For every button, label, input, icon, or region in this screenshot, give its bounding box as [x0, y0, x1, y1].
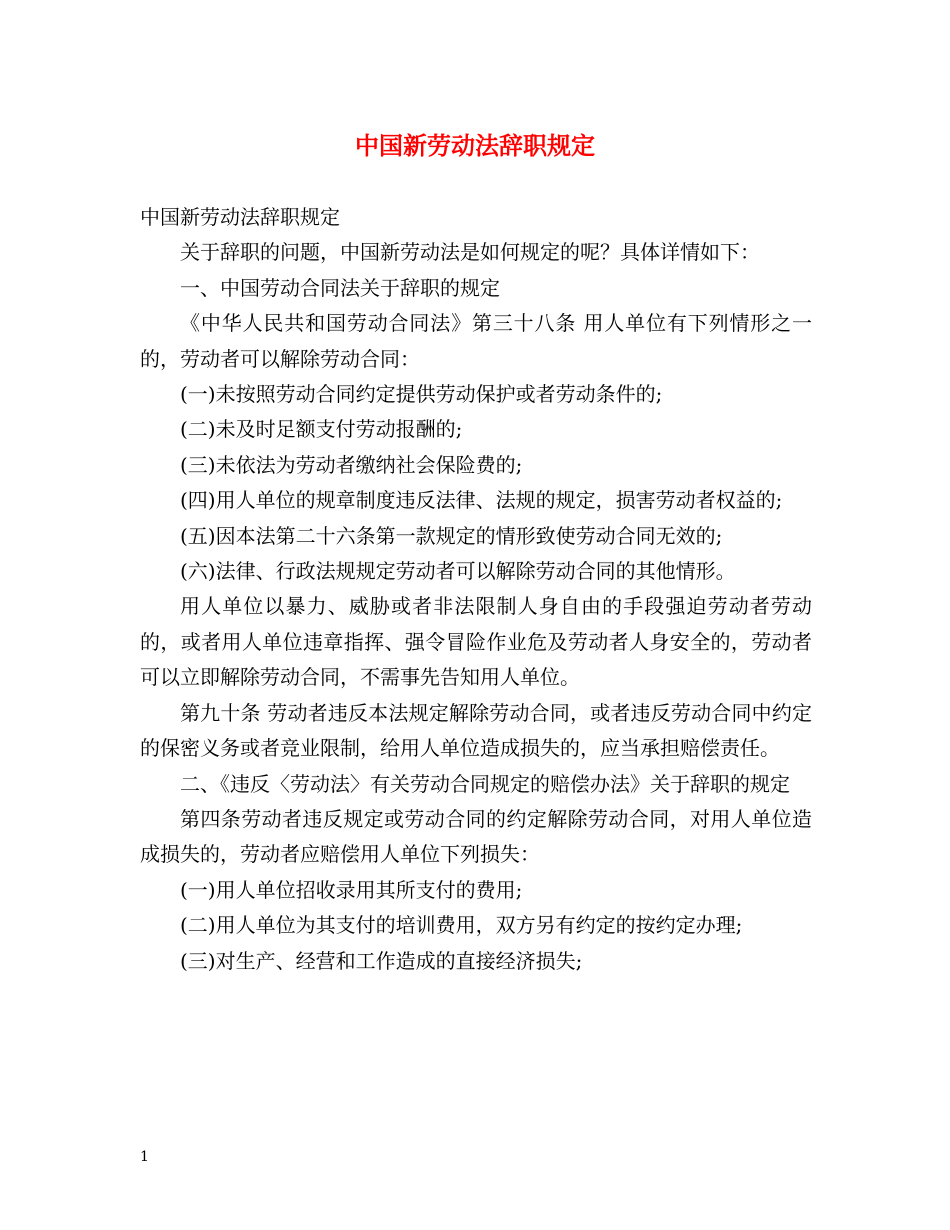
list-item: (一)用人单位招收录用其所支付的费用; — [180, 877, 523, 902]
document-body — [140, 200, 812, 979]
paragraph-article-38: 《中华人民共和国劳动合同法》第三十八条 用人单位有下列情形之一的，劳动者可以解除劳动合同： — [140, 311, 812, 371]
list-item: (三)对生产、经营和工作造成的直接经济损失; — [180, 948, 583, 973]
paragraph-subtitle: 中国新劳动法辞职规定 — [140, 205, 340, 229]
paragraph-article-90: 第九十条 劳动者违反本法规定解除劳动合同，或者违反劳动合同中约定的保密义务或者竞业限制，给用人单位造成损失的，应当承担赔偿责任。 — [140, 700, 812, 761]
paragraph-intro: 关于辞职的问题，中国新劳动法是如何规定的呢？具体详情如下： — [180, 240, 760, 265]
paragraph-immediate-termination: 用人单位以暴力、威胁或者非法限制人身自由的手段强迫劳动者劳动的，或者用人单位违章指挥、强令冒险作业危及劳动者人身安全的，劳动者可以立即解除劳动合同，不需事先告知用人单位。 — [140, 594, 812, 690]
list-item: (五)因本法第二十六条第一款规定的情形致使劳动合同无效的; — [180, 523, 723, 548]
list-item: (二)用人单位为其支付的培训费用，双方另有约定的按约定办理; — [180, 913, 743, 938]
paragraph-article-4: 第四条劳动者违反规定或劳动合同的约定解除劳动合同，对用人单位造成损失的，劳动者应赔偿用人单位下列损失： — [140, 806, 812, 867]
list-item: (二)未及时足额支付劳动报酬的; — [180, 417, 463, 442]
list-item: (一)未按照劳动合同约定提供劳动保护或者劳动条件的; — [180, 382, 663, 407]
list-item: (六)法律、行政法规规定劳动者可以解除劳动合同的其他情形。 — [180, 559, 736, 584]
list-item: (四)用人单位的规章制度违反法律、法规的规定，损害劳动者权益的; — [180, 488, 783, 513]
section-heading-1: 一、中国劳动合同法关于辞职的规定 — [180, 275, 500, 300]
list-item: (三)未依法为劳动者缴纳社会保险费的; — [180, 452, 523, 477]
section-heading-2: 二、《违反〈劳动法〉有关劳动合同规定的赔偿办法》关于辞职的规定 — [180, 771, 790, 796]
page-number: 1 — [140, 1149, 149, 1165]
document-title: 中国新劳动法辞职规定 — [355, 131, 595, 160]
